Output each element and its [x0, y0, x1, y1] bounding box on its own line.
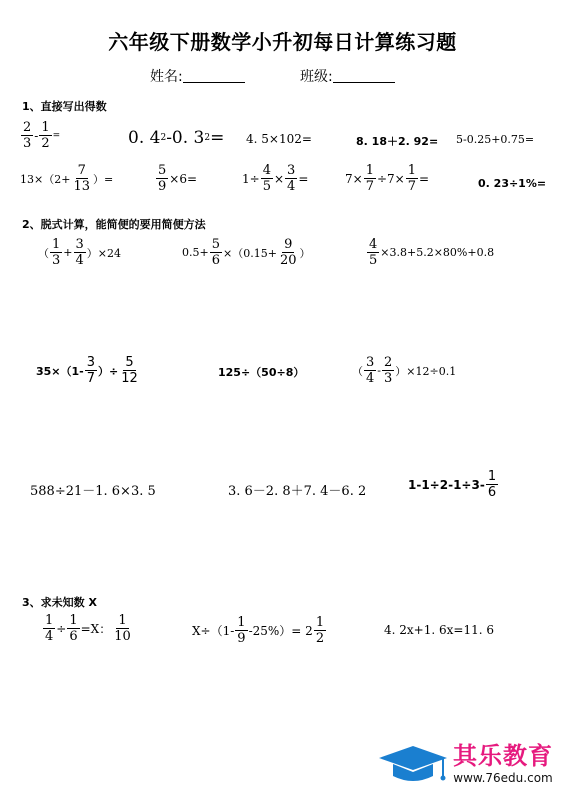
problem-1-5: 5-0.25+0.75=: [456, 133, 535, 146]
name-blank[interactable]: [183, 68, 245, 83]
fraction: $\frac{1}{6}$: [69, 613, 78, 644]
section-2-heading: 2、脱式计算，能简便的要用简便方法: [22, 218, 206, 231]
fraction: $\frac{3}{4}$: [75, 237, 84, 268]
fraction: $\frac{3}{4}$: [287, 163, 296, 194]
problem-1-8: 1÷ $\frac{4}{5}$ × $\frac{3}{4}$ =: [242, 163, 309, 194]
problem-2-9: 1-1÷2-1÷3- $\frac{1}{6}$: [408, 469, 497, 500]
fraction: $\frac{4}{5}$: [369, 237, 378, 268]
fraction: $\frac{5}{12}$: [121, 355, 138, 386]
class-label: 班级:: [300, 69, 333, 85]
fraction: $\frac{1}{4}$: [45, 613, 54, 644]
problem-2-2: 0.5+ $\frac{5}{6}$ ×（0.15+ $\frac{9}{20}$ ）: [182, 237, 311, 268]
problem-1-7: $\frac{5}{9}$ ×6=: [158, 163, 198, 194]
fraction: $\frac{5}{9}$: [158, 163, 167, 194]
logo-url[interactable]: www.76edu.com: [453, 770, 553, 785]
fraction: $\frac{1}{3}$: [52, 237, 61, 268]
name-field: [150, 66, 245, 86]
page-title: 六年级下册数学小升初每日计算练习题: [108, 30, 457, 54]
problem-3-2: X÷（1- $\frac{1}{9}$ -25%）= 2 $\frac{1}{2}$: [192, 615, 325, 646]
fraction: $\frac{1}{2}$: [41, 120, 50, 151]
section-1-heading: 1、直接写出得数: [22, 100, 107, 113]
fraction: $\frac{1}{9}$: [237, 615, 246, 646]
problem-1-10: 0. 23÷1%=: [478, 177, 547, 190]
problem-1-3: 4. 5×102=: [246, 132, 312, 146]
fraction: $\frac{5}{6}$: [211, 237, 220, 268]
problem-2-8: 3. 6－2. 8＋7. 4－6. 2: [228, 484, 367, 499]
fraction: $\frac{1}{2}$: [315, 615, 325, 646]
fraction: $\frac{7}{13}$: [73, 163, 90, 194]
logo-name: 其乐教育: [453, 741, 553, 770]
section-3-heading: 3、求未知数 X: [22, 596, 97, 609]
problem-2-1: （ $\frac{1}{3}$ + $\frac{3}{4}$ ）×24: [38, 237, 121, 268]
graduation-cap-icon: [377, 742, 449, 786]
class-blank[interactable]: [333, 68, 395, 83]
problem-3-3: 4. 2x+1. 6x=11. 6: [384, 623, 494, 637]
fraction: $\frac{1}{10}$: [114, 613, 131, 644]
fraction: $\frac{1}{7}$: [407, 163, 417, 194]
problem-2-4: 35×（1- $\frac{3}{7}$ ）÷ $\frac{5}{12}$: [36, 355, 138, 386]
problem-1-4: 8. 18＋2. 92=: [356, 135, 439, 148]
fraction: $\frac{3}{4}$: [366, 355, 375, 386]
problem-2-7: 588÷21－1. 6×3. 5: [30, 484, 156, 499]
problem-2-6: （ $\frac{3}{4}$ - $\frac{2}{3}$ ）×12÷0.1: [352, 355, 457, 386]
problem-1-2: 0. 4 2 -0. 3 2 =: [128, 128, 225, 148]
class-field: [300, 66, 395, 86]
fraction: $\frac{9}{20}$: [279, 237, 297, 268]
problem-1-1: $\frac{2}{3}$ - $\frac{1}{2}$ =: [23, 120, 61, 151]
problem-2-3: $\frac{4}{5}$ ×3.8+5.2×80%+0.8: [369, 237, 495, 268]
site-logo: [377, 742, 553, 786]
fraction: $\frac{1}{6}$: [487, 469, 497, 500]
problem-3-1: $\frac{1}{4}$ ÷ $\frac{1}{6}$ =X： $\frac{1}{10}$: [45, 613, 131, 644]
fraction: $\frac{2}{3}$: [23, 120, 32, 151]
name-label: 姓名:: [150, 69, 183, 85]
problem-1-6: 13×（2+ $\frac{7}{13}$ ）=: [20, 163, 114, 194]
fraction: $\frac{1}{7}$: [365, 163, 374, 194]
fraction: $\frac{3}{7}$: [86, 355, 96, 386]
problem-1-9: 7× $\frac{1}{7}$ ÷7× $\frac{1}{7}$ =: [345, 163, 430, 194]
problem-2-5: 125÷（50÷8）: [218, 366, 305, 379]
fraction: $\frac{4}{5}$: [262, 163, 271, 194]
fraction: $\frac{2}{3}$: [384, 355, 393, 386]
